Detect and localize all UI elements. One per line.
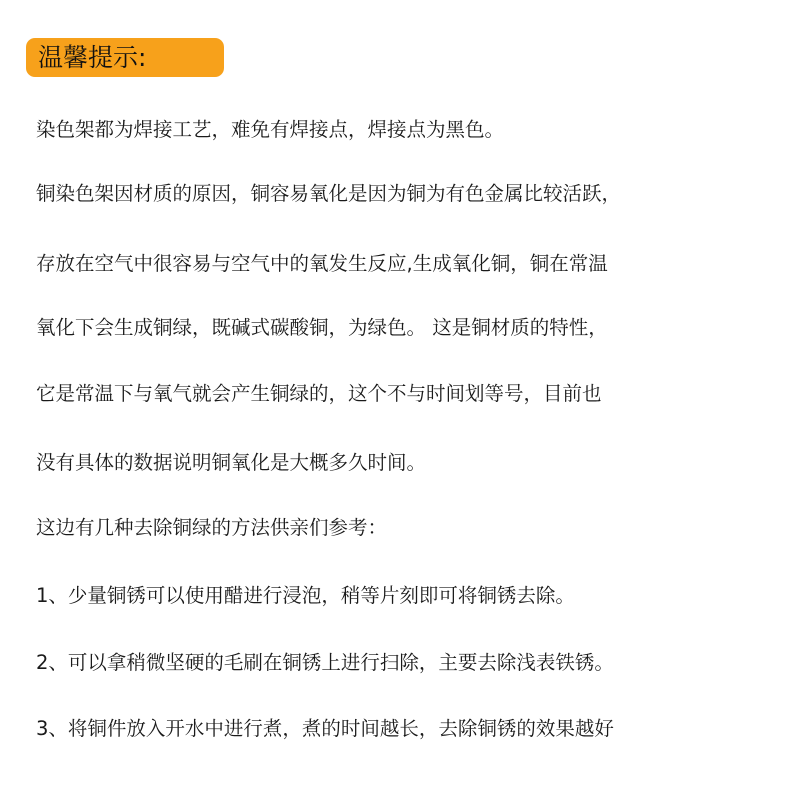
list-item-method-1: 1、少量铜锈可以使用醋进行浸泡，稍等片刻即可将铜锈去除。 (36, 584, 575, 607)
paragraph-copper-oxidation-line-2: 存放在空气中很容易与空气中的氧发生反应,生成氧化铜，铜在常温 (36, 252, 608, 275)
paragraph-welding-note: 染色架都为焊接工艺，难免有焊接点，焊接点为黑色。 (36, 118, 505, 141)
paragraph-methods-intro: 这边有几种去除铜绿的方法供亲们参考： (36, 516, 388, 539)
paragraph-copper-oxidation-line-1: 铜染色架因材质的原因，铜容易氧化是因为铜为有色金属比较活跃， (36, 182, 622, 205)
list-item-method-3: 3、将铜件放入开水中进行煮，煮的时间越长，去除铜锈的效果越好 (36, 717, 614, 740)
paragraph-copper-oxidation-line-5: 没有具体的数据说明铜氧化是大概多久时间。 (36, 451, 427, 474)
notice-title: 温馨提示: (38, 43, 147, 72)
paragraph-copper-oxidation-line-4: 它是常温下与氧气就会产生铜绿的，这个不与时间划等号，目前也 (36, 382, 602, 405)
list-item-method-2: 2、可以拿稍微坚硬的毛刷在铜锈上进行扫除，主要去除浅表铁锈。 (36, 651, 614, 674)
notice-title-badge (26, 38, 224, 77)
paragraph-copper-oxidation-line-3: 氧化下会生成铜绿，既碱式碳酸铜，为绿色。 这是铜材质的特性， (36, 316, 608, 339)
